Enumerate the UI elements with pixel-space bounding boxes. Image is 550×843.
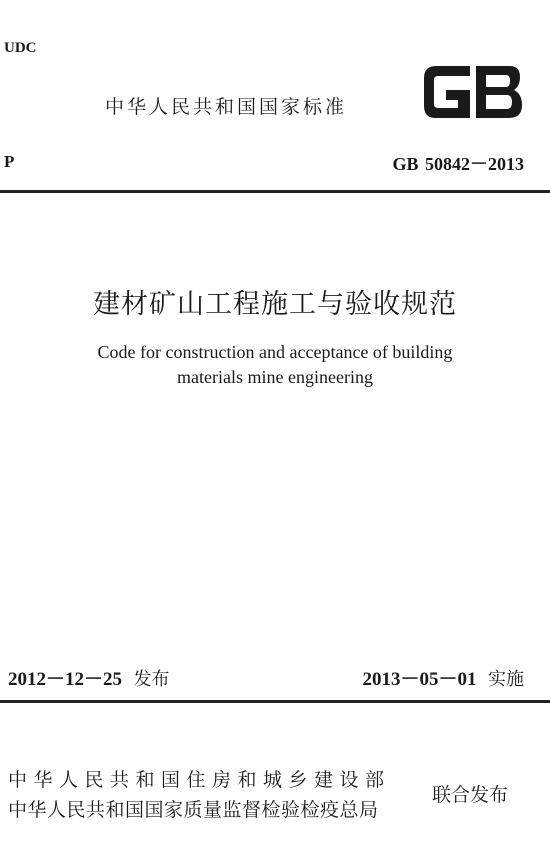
- standard-number: GB 50842－2013: [392, 154, 524, 174]
- top-divider: [0, 190, 550, 193]
- implementation-date-block: [363, 664, 524, 691]
- title-english: [20, 340, 530, 390]
- joint-release-label: 联合发布: [432, 784, 509, 806]
- issuers-block: [8, 765, 391, 825]
- title-english-line-2: materials mine engineering: [177, 367, 373, 387]
- gb-logo: [418, 60, 526, 124]
- issue-date: 2012－12－25: [8, 669, 123, 690]
- issuer-line-2: 中华人民共和国国家质量监督检验检疫总局: [8, 799, 379, 821]
- implementation-label: 实施: [488, 669, 524, 690]
- title-chinese: 建材矿山工程施工与验收规范: [93, 289, 457, 320]
- implementation-date: 2013－05－01: [362, 669, 477, 690]
- category-code: P: [4, 152, 15, 171]
- issue-label: 发布: [133, 669, 170, 690]
- bottom-divider: [0, 700, 550, 703]
- udc-label: UDC: [4, 40, 37, 56]
- issue-date-block: [8, 664, 169, 691]
- title-english-line-1: Code for construction and acceptance of building: [97, 342, 453, 362]
- national-standard-heading: 中华人民共和国国家标准: [105, 96, 348, 118]
- issuer-line-1: 中华人民共和国住房和城乡建设部: [8, 769, 391, 791]
